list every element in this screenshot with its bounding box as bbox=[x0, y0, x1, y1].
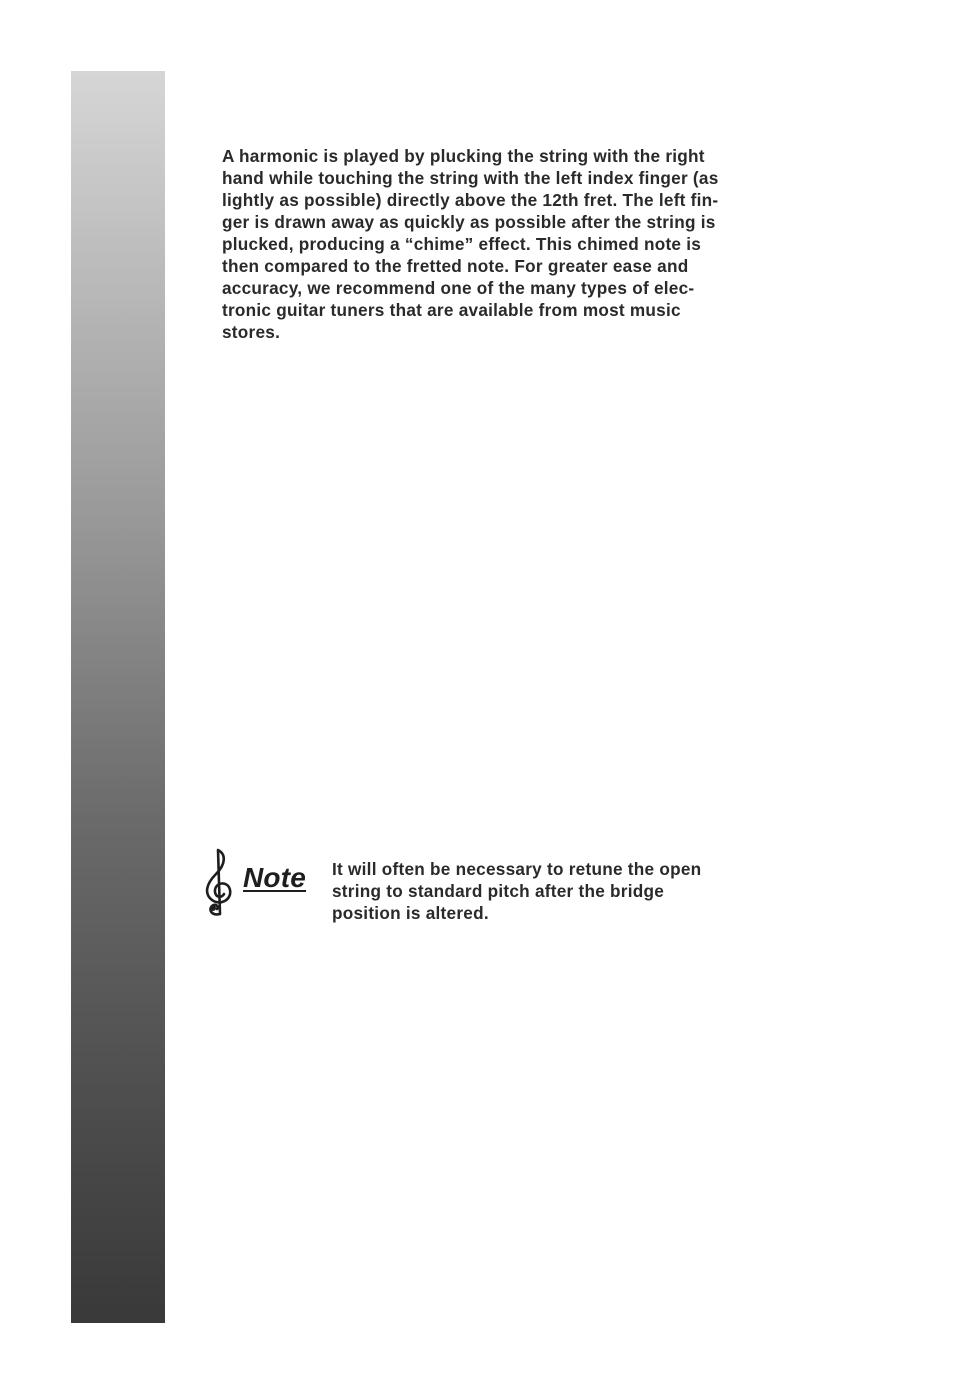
note-callout bbox=[200, 840, 780, 930]
note-label: Note bbox=[243, 862, 307, 893]
harmonic-paragraph: A harmonic is played by plucking the string with the right hand while touching the string with the left index finger (as lightly as possible) directly above the 12th fret. The left fin- ger is drawn away as quickly as possible after the string is plucked, producing a “chime” effect. This chimed note is then compared to the fretted note. For greater ease and accuracy, we recommend one of the many types of elec- tronic guitar tuners that are available from most music stores. bbox=[222, 146, 719, 342]
gradient-side-bar bbox=[71, 71, 165, 1323]
note-text: It will often be necessary to retune the open string to standard pitch after the bridge position is altered. bbox=[332, 859, 702, 923]
treble-clef-icon bbox=[202, 844, 236, 918]
